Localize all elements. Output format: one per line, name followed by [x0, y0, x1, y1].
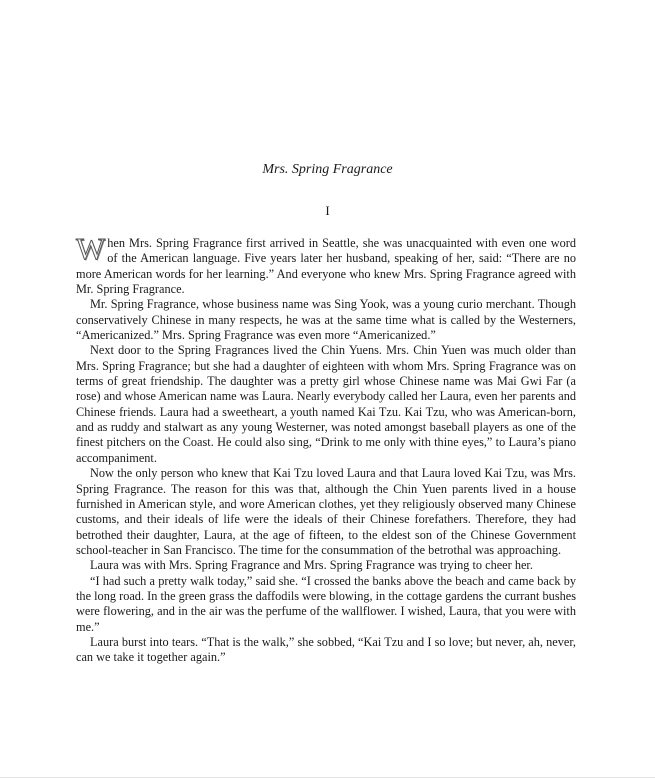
page-divider	[0, 777, 655, 778]
paragraph: Laura burst into tears. “That is the walk,” she sobbed, “Kai Tzu and I so love; but never, ah, never, can we take it together again.”	[76, 634, 576, 665]
paragraph	[76, 231, 576, 297]
paragraph: Mr. Spring Fragrance, whose business name was Sing Yook, was a young curio merchant. Though conservatively Chinese in many respects, he was at the same time what is called by the Westerners, “Americanized.” Mrs. Spring Fragrance was even more “Americanized.”	[76, 297, 576, 343]
paragraph: Next door to the Spring Fragrances lived the Chin Yuens. Mrs. Chin Yuen was much older than Mrs. Spring Fragrance; but she had a daughter of eighteen with whom Mrs. Spring Fragrance was on terms of great friendship. The daughter was a pretty girl whose Chinese name was Mai Gwi Far (a rose) and whose American name was Laura. Nearly everybody called her Laura, even her parents and Chinese friends. Laura had a sweetheart, a youth named Kai Tzu. Kai Tzu, who was American-born, and as ruddy and stalwart as any young Westerner, was noted amongst baseball players as one of the finest pitchers on the Coast. He could also sing, “Drink to me only with thine eyes,” to Laura’s piano accompaniment.	[76, 343, 576, 465]
body-text	[76, 231, 576, 666]
paragraph: Now the only person who knew that Kai Tzu loved Laura and that Laura loved Kai Tzu, was Mrs. Spring Fragrance. The reason for this was that, although the Chin Yuen parents lived in a house furnished in American style, and wore American clothes, yet they religiously observed many Chinese customs, and their ideals of life were the ideals of their Chinese forefathers. Therefore, they had betrothed their daughter, Laura, at the age of fifteen, to the eldest son of the Chinese Government school-teacher in San Francisco. The time for the consummation of the betrothal was approaching.	[76, 466, 576, 557]
paragraph: Laura was with Mrs. Spring Fragrance and Mrs. Spring Fragrance was trying to cheer her.	[90, 558, 533, 573]
paragraph: “I had such a pretty walk today,” said she. “I crossed the banks above the beach and came back by the long road. In the green grass the daffodils were blowing, in the cottage gardens the currant bushes were flowering, and in the air was the perfume of the wallflower. I wished, Laura, that you were with me.”	[76, 573, 576, 634]
page-title: Mrs. Spring Fragrance	[262, 162, 393, 177]
section-number: I	[325, 203, 330, 218]
paragraph-text: hen Mrs. Spring Fragrance first arrived in Seattle, she was unacquainted with even one word of the American language. Five years later her husband, speaking of her, said: “There are no more American words for her learning.” And everyone who knew Mrs. Spring Fragrance agreed with Mr. Spring Fragrance.	[76, 236, 576, 297]
drop-cap: W	[76, 231, 106, 266]
